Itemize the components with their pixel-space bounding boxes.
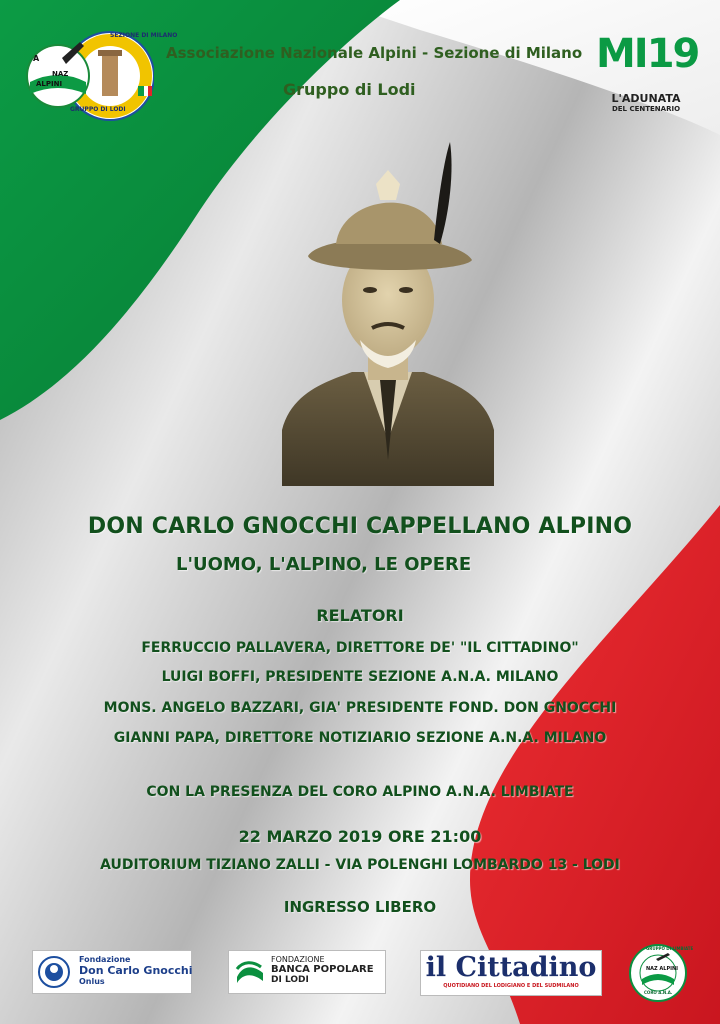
gnocchi-line3: Onlus (79, 977, 105, 986)
event-venue: AUDITORIUM TIZIANO ZALLI - VIA POLENGHI LOMBARDO 13 - LODI (100, 857, 620, 873)
event-datetime: 22 MARZO 2019 ORE 21:00 (238, 827, 482, 846)
speakers-heading: RELATORI (316, 606, 404, 625)
bpl-line1: FONDAZIONE (271, 955, 325, 964)
coro-bottom-text: CORO A.N.A. (644, 990, 673, 995)
sponsor-gnocchi (32, 950, 192, 994)
left-logo-ring-top: SEZIONE DI MILANO (110, 32, 178, 39)
event-title: DON CARLO GNOCCHI CAPPELLANO ALPINO (87, 514, 633, 539)
adunata-line2: DEL CENTENARIO (611, 105, 681, 113)
adunata-mark: MI19 (596, 31, 699, 77)
entry-note: INGRESSO LIBERO (283, 898, 437, 916)
adunata-line1: L'ADUNATA (611, 92, 681, 105)
cittadino-tagline: QUOTIDIANO DEL LODIGIANO E DEL SUDMILANO (443, 983, 579, 989)
ana-logo-line3: ALPINI (36, 80, 63, 88)
left-logo-ring-bottom: GRUPPO DI LODI (70, 106, 126, 113)
gnocchi-seal-icon (37, 955, 71, 989)
gnocchi-line1: Fondazione (79, 955, 131, 964)
ana-logo-line1: A (33, 54, 40, 63)
gnocchi-line2: Don Carlo Gnocchi (79, 964, 193, 977)
event-subtitle: L'UOMO, L'ALPINO, LE OPERE (176, 554, 472, 575)
choir-note: CON LA PRESENZA DEL CORO ALPINO A.N.A. LIMBIATE (146, 784, 574, 800)
coro-ring-text: GRUPPO DI LIMBIATE (646, 946, 694, 951)
alpine-chaplain-portrait-icon (272, 140, 504, 486)
sponsor-bpl (228, 950, 386, 994)
speaker-3: MONS. ANGELO BAZZARI, GIA' PRESIDENTE FOND. DON GNOCCHI (103, 700, 617, 716)
sponsor-cittadino (420, 950, 602, 996)
coro-inner-text: NAZ ALPINI (646, 966, 679, 972)
bpl-line2: BANCA POPOLARE (271, 964, 374, 975)
group-title: Gruppo di Lodi (283, 80, 416, 99)
cittadino-name: il Cittadino (425, 952, 597, 983)
ana-logo-line2: NAZ (52, 70, 69, 78)
bpl-wave-icon (235, 959, 265, 985)
speaker-4: GIANNI PAPA, DIRETTORE NOTIZIARIO SEZIONE A.N.A. MILANO (113, 730, 607, 746)
bpl-line3: DI LODI (271, 975, 309, 985)
speaker-1: FERRUCCIO PALLAVERA, DIRETTORE DE' "IL CITTADINO" (141, 640, 579, 656)
association-title: Associazione Nazionale Alpini - Sezione di Milano (166, 44, 583, 62)
speaker-2: LUIGI BOFFI, PRESIDENTE SEZIONE A.N.A. MILANO (161, 669, 559, 685)
adunata-logo (596, 31, 699, 113)
